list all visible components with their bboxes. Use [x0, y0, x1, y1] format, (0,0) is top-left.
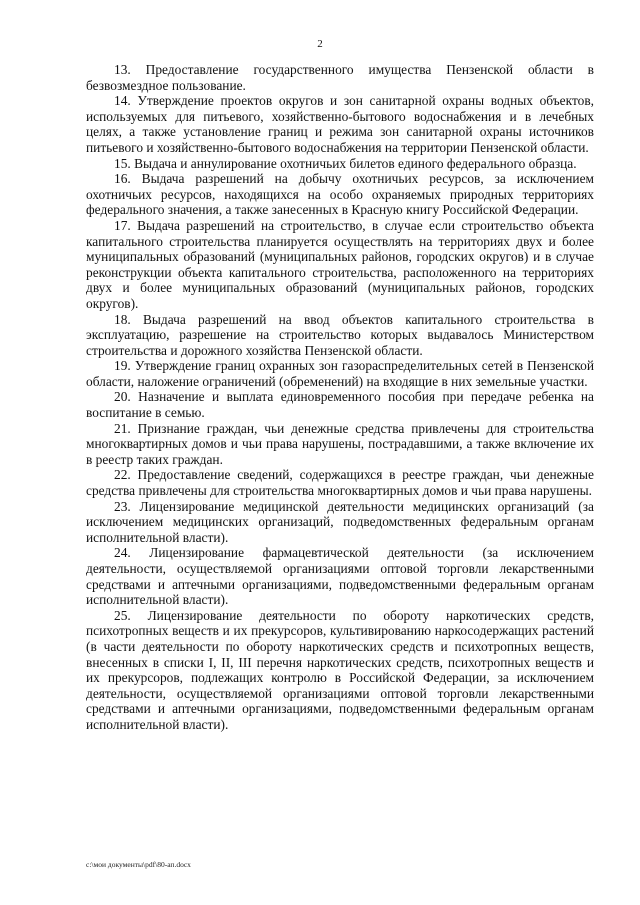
paragraph-21: 21. Признание граждан, чьи денежные средства привлечены для строительства многоквартирных домов и чьи права нарушены, пострадавшими, а также включение их в реестр таких граждан. [86, 420, 594, 467]
paragraph-22: 22. Предоставление сведений, содержащихся в реестре граждан, чьи денежные средства привлечены для строительства многоквартирных домов и чьи права нарушены. [86, 467, 594, 499]
paragraph-18: 18. Выдача разрешений на ввод объектов капитального строительства в эксплуатацию, разрешение на строительство которых выдавалось Министерством строительства и дорожного хозяйства Пензенской области. [86, 311, 594, 358]
paragraph-25: 25. Лицензирование деятельности по обороту наркотических средств, психотропных веществ и их прекурсоров, культивированию наркосодержащих растений (в части деятельности по обороту наркотических средств и психотропных веществ, внесенных в списки I, II, III перечня наркотических средств, психотропных веществ и их прекурсоров, подлежащих контролю в Российской Федерации, за исключением деятельности, осуществляемой организациями оптовой торговли лекарственными средствами и аптечными организациями, подведомственными федеральным органам исполнительной власти). [86, 607, 594, 732]
paragraph-19: 19. Утверждение границ охранных зон газораспределительных сетей в Пензенской области, наложение ограничений (обременений) на входящие в них земельные участки. [86, 358, 594, 389]
document-body [86, 62, 594, 733]
paragraph-13: 13. Предоставление государственного имущества Пензенской области в безвозмездное пользование. [86, 62, 594, 93]
paragraph-24: 24. Лицензирование фармацевтической деятельности (за исключением деятельности, осуществляемой организациями оптовой торговли лекарственными средствами и аптечными организациями, подведомственными федеральным органам исполнительной власти). [86, 545, 594, 608]
paragraph-15: 15. Выдача и аннулирование охотничьих билетов единого федерального образца. [114, 155, 577, 171]
paragraph-17: 17. Выдача разрешений на строительство, в случае если строительство объекта капитального строительства планируется осуществлять на территориях двух и более муниципальных образований (муниципальных районов, городских округов) и в случае реконструкции объекта капитального строительства, расположенного на территориях двух и более муниципальных образований (муниципальных районов, городских округов). [86, 217, 594, 311]
paragraph-20: 20. Назначение и выплата единовременного пособия при передаче ребенка на воспитание в семью. [86, 389, 594, 421]
paragraph-16: 16. Выдача разрешений на добычу охотничьих ресурсов, за исключением охотничьих ресурсов, находящихся на особо охраняемых природных территориях федерального значения, а также занесенных в Красную книгу Российской Федерации. [86, 171, 594, 218]
footer-file-path: c:\мои документы\pdf\80-ап.docx [86, 860, 191, 869]
page-number: 2 [317, 38, 323, 50]
paragraph-23: 23. Лицензирование медицинской деятельности медицинских организаций (за исключением медицинских организаций, подведомственных федеральным органам исполнительной власти). [86, 498, 594, 545]
paragraph-14: 14. Утверждение проектов округов и зон санитарной охраны водных объектов, используемых для питьевого, хозяйственно-бытового водоснабжения и в лечебных целях, а также установление границ и режима зон санитарной охраны источников питьевого и хозяйственно-бытового водоснабжения на территории Пензенской области. [86, 93, 594, 155]
